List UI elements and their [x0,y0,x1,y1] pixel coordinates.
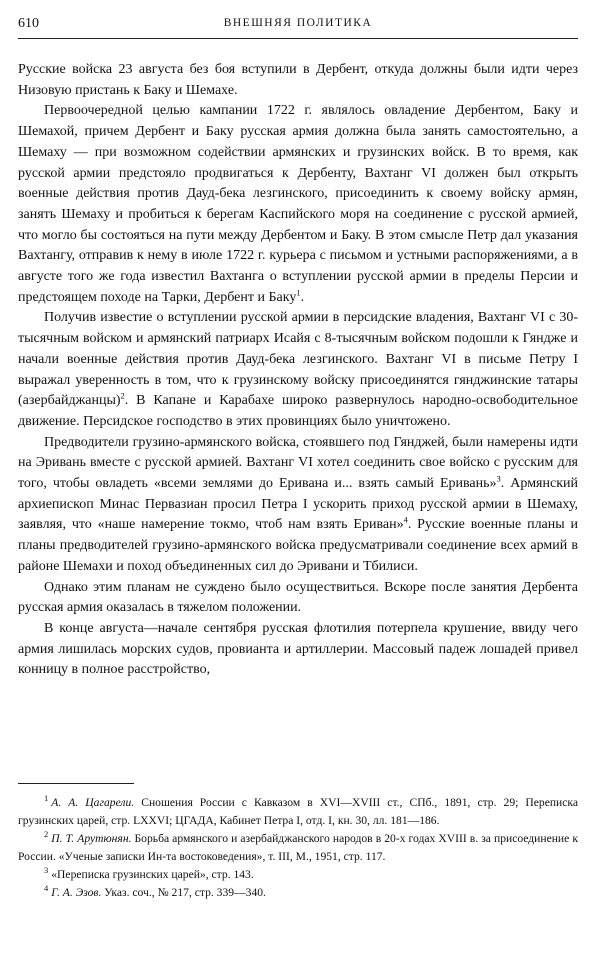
footnote [18,830,578,866]
main-text [18,60,578,681]
footnote-author: А. А. Цагарели. [51,796,135,809]
footnote-number: 1 [44,793,49,804]
footnote-author: Г. А. Эзов. [51,886,102,899]
paragraph-text: Первоочередной целью кампании 1722 г. являлось овладение Дербентом, Баку и Шемахой, причем Дербент и Баку русская армия должна была занять самостоятельно, а Шемаху — при возможном содействии армянских и грузинских войск. В то время, как русской армии предстояло продвигаться к Дербенту, Вахтанг VI должен был открыть военные действия против Дауд-бека лезгинского, присоединить к своему войску армян, занять Шемаху и пробиться к берегам Каспийского моря на соединение с русской армией, что могло бы состояться на пути между Дербентом и Баку. В этом смысле Петр дал указания Вахтангу, отправив к нему в июле 1722 г. курьера с письмом и устными распоряжениями, а в августе того же года известил Вахтанга о вступлении русской армии в пределы Персии и предстоящем походе на Тарки, Дербент и Баку [18,103,578,305]
running-title: ВНЕШНЯЯ ПОЛИТИКА [223,17,373,29]
paragraph-text: Однако этим планам не суждено было осуществиться. Вскоре после занятия Дербента русская армия оказалась в тяжелом положении. [18,579,578,616]
paragraph-text: В конце августа—начале сентября русская флотилия потерпела крушение, ввиду чего армия лишилась морских судов, провианта и артиллерии. Массовый падеж лошадей привел конницу в полное расстройство, [18,620,578,678]
footnote-text: Указ. соч., № 217, стр. 339—340. [101,886,266,899]
paragraph [18,619,578,681]
footnote-ref[interactable]: 4 [403,514,408,525]
footnote-number: 3 [44,865,49,876]
paragraph [18,433,578,578]
footnote-number: 4 [44,883,49,894]
footnote-text: «Переписка грузинских царей», стр. 143. [51,868,254,881]
footnote-text: Борьба армянского и азербайджанского народов в 20-х годах XVIII в. за присоединение к России. «Ученые записки Ин-та востоковедения», т. III, М., 1951, стр. 117. [18,832,578,863]
footnote-ref[interactable]: 2 [120,390,125,401]
page-number: 610 [18,16,39,31]
footnote [18,794,578,830]
footnote-number: 2 [44,829,49,840]
paragraph-text: . Армянский архиепископ Минас Первазиан просил Петра I ускорить приход русской армии в Шемаху, заявляя, что «наше намерение токмо, чтоб нам взять Ериван» [18,476,578,533]
footnotes [18,794,578,902]
footnote [18,884,578,902]
footnote-ref[interactable]: 3 [496,473,501,484]
footnote-author: П. Т. Арутюнян. [51,832,132,845]
footnote [18,866,578,884]
paragraph-text: Русские войска 23 августа без боя вступили в Дербент, откуда должны были идти через Низовую пристань к Баку и Шемахе. [18,62,578,98]
paragraph [18,308,578,432]
paragraph-text: . В Капане и Карабахе широко развернулось народно-освободительное движение. Персидское господство в этих провинциях было уничтожено. [18,393,578,429]
paragraph-text: Получив известие о вступлении русской армии в персидские владения, Вахтанг VI с 30-тысячным войском и армянский патриарх Исайя с 8-тысячным войском подошли к Гяндже и начали военные действия против Дауд-бека лезгинского. Вахтанг VI в письме Петру I выражал уверенность в том, что к грузинскому войску присоединятся гянджинские татары (азербайджанцы) [18,310,578,409]
paragraph: Первоочередной целью кампании 1722 г. являлось овладение Дербентом, Баку и Шемахой, причем Дербент и Баку русская армия должна была занять самостоятельно, а Шемаху — при возможном содействии армянских и грузинских войск. В то время, как русской армии предстояло продвигаться к Дербенту, Вахтанг VI должен был открыть военные действия против Дауд-бека лезгинского, присоединить к своему войску армян, занять Шемаху и пробиться к берегам Каспийского моря на соединение с русской армией, что могло бы состояться на пути между Дербентом и Баку. В этом смысле Петр дал указания Вахтангу, отправив к нему в июле 1722 г. курьера с письмом и устными распоряжениями, а в августе того же года известил Вахтанга о вступлении русской армии в пределы Персии и предстоящем походе на Тарки, Дербент и Баку$^1$. [18,103,578,305]
footnote-ref[interactable]: 1 [296,287,301,298]
paragraph [18,578,578,619]
paragraph-text: . Русские военные планы и планы предводителей грузино-армянского войска предусматривали соединение всех армий в районе Шемахи и поход объединенных сил до Эривани и Тбилиси. [18,517,578,574]
footnote-text: Сношения России с Кавказом в XVI—XVIII ст., СПб., 1891, стр. 29; Переписка грузинских царей, стр. LXXVI; ЦГАДА, Кабинет Петра I, отд. I, кн. 30, лл. 181—186. [18,796,578,827]
page-header [18,14,578,39]
paragraph-text: Предводители грузино-армянского войска, стоявшего под Гянджей, были намерены идти на Эривань вместе с русской армией. Вахтанг VI хотел соединить свое войско с русским для того, чтобы овладеть «всеми землями до Еривана и... взять самый Еривань» [18,434,578,492]
paragraph [18,60,578,101]
footnote-divider [18,783,134,784]
